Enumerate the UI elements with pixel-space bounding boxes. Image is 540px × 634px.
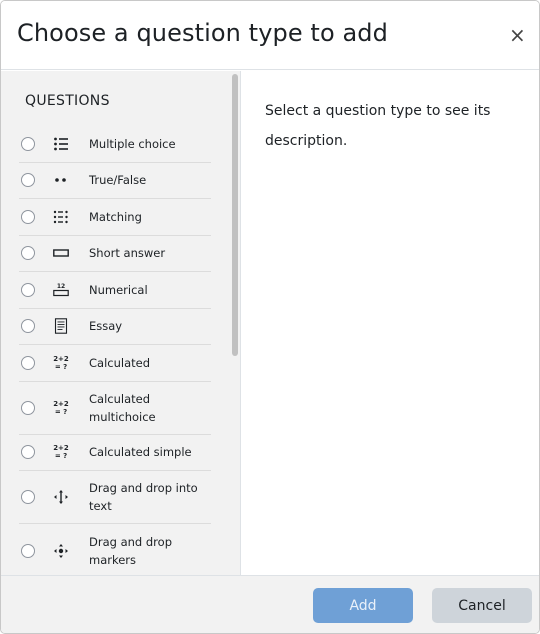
dialog-header bbox=[1, 1, 539, 70]
radio-drag-drop-markers[interactable] bbox=[21, 544, 35, 558]
radio-drag-drop-text[interactable] bbox=[21, 490, 35, 504]
question-type-label: Calculated multichoice bbox=[89, 391, 156, 424]
dialog-title: Choose a question type to add bbox=[17, 19, 388, 47]
question-type-label: Drag and drop markers bbox=[89, 534, 172, 567]
calculated-simple-icon-bottom: = ? bbox=[54, 452, 68, 461]
question-type-multiple-choice[interactable] bbox=[19, 126, 211, 163]
question-type-drag-drop-text[interactable] bbox=[19, 471, 211, 524]
add-button[interactable]: Add bbox=[313, 588, 413, 623]
calculated-simple-icon bbox=[52, 443, 70, 461]
calculated-multichoice-icon-top: 2+2 bbox=[53, 399, 69, 408]
radio-multiple-choice[interactable] bbox=[21, 137, 35, 151]
drag-drop-text-icon bbox=[52, 488, 70, 506]
radio-calculated-multichoice[interactable] bbox=[21, 401, 35, 415]
question-type-list-pane bbox=[1, 71, 241, 575]
matching-grid-icon bbox=[52, 208, 70, 226]
question-type-true-false[interactable] bbox=[19, 163, 211, 200]
list-bullets-icon bbox=[52, 135, 70, 153]
numerical-icon-text: 12 bbox=[56, 282, 66, 290]
question-type-label: True/False bbox=[89, 173, 147, 188]
calculated-simple-icon-top: 2+2 bbox=[53, 444, 69, 453]
cancel-button[interactable]: Cancel bbox=[432, 588, 532, 623]
question-type-label: Short answer bbox=[89, 246, 166, 261]
numerical-icon bbox=[52, 281, 70, 299]
question-type-label: Calculated simple bbox=[89, 445, 192, 460]
question-type-matching[interactable] bbox=[19, 199, 211, 236]
essay-page-icon bbox=[52, 317, 70, 335]
two-dots-icon bbox=[52, 171, 70, 189]
question-type-calculated[interactable] bbox=[19, 345, 211, 382]
question-type-list bbox=[19, 126, 211, 575]
drag-drop-markers-icon bbox=[52, 542, 70, 560]
question-type-calculated-simple[interactable] bbox=[19, 435, 211, 472]
question-type-short-answer[interactable] bbox=[19, 236, 211, 273]
close-icon[interactable]: × bbox=[509, 23, 526, 47]
radio-true-false[interactable] bbox=[21, 173, 35, 187]
dialog-body bbox=[1, 71, 539, 575]
list-scrollbar-thumb[interactable] bbox=[232, 74, 238, 356]
radio-numerical[interactable] bbox=[21, 283, 35, 297]
question-type-label: Calculated bbox=[89, 355, 151, 370]
question-type-drag-drop-markers[interactable] bbox=[19, 524, 211, 575]
calculated-multichoice-icon-bottom: = ? bbox=[54, 407, 68, 416]
calculated-icon bbox=[52, 354, 70, 372]
description-pane bbox=[242, 71, 539, 575]
question-type-label: Drag and drop into text bbox=[89, 481, 198, 513]
question-type-label: Matching bbox=[89, 209, 142, 224]
radio-essay[interactable] bbox=[21, 319, 35, 333]
question-type-label: Numerical bbox=[89, 282, 148, 297]
radio-calculated[interactable] bbox=[21, 356, 35, 370]
calculated-icon-top: 2+2 bbox=[53, 354, 69, 363]
question-type-description: Select a question type to see its description. bbox=[265, 103, 491, 149]
dialog-footer bbox=[1, 575, 539, 633]
question-type-label: Multiple choice bbox=[89, 136, 176, 151]
calculated-icon-bottom: = ? bbox=[54, 362, 68, 371]
question-type-label: Essay bbox=[89, 319, 123, 334]
radio-matching[interactable] bbox=[21, 210, 35, 224]
question-type-essay[interactable] bbox=[19, 309, 211, 346]
question-type-numerical[interactable] bbox=[19, 272, 211, 309]
radio-calculated-simple[interactable] bbox=[21, 445, 35, 459]
question-type-calculated-multichoice[interactable] bbox=[19, 382, 211, 435]
radio-short-answer[interactable] bbox=[21, 246, 35, 260]
short-answer-box-icon bbox=[52, 244, 70, 262]
calculated-multichoice-icon bbox=[52, 399, 70, 417]
section-heading-questions: QUESTIONS bbox=[25, 93, 110, 109]
